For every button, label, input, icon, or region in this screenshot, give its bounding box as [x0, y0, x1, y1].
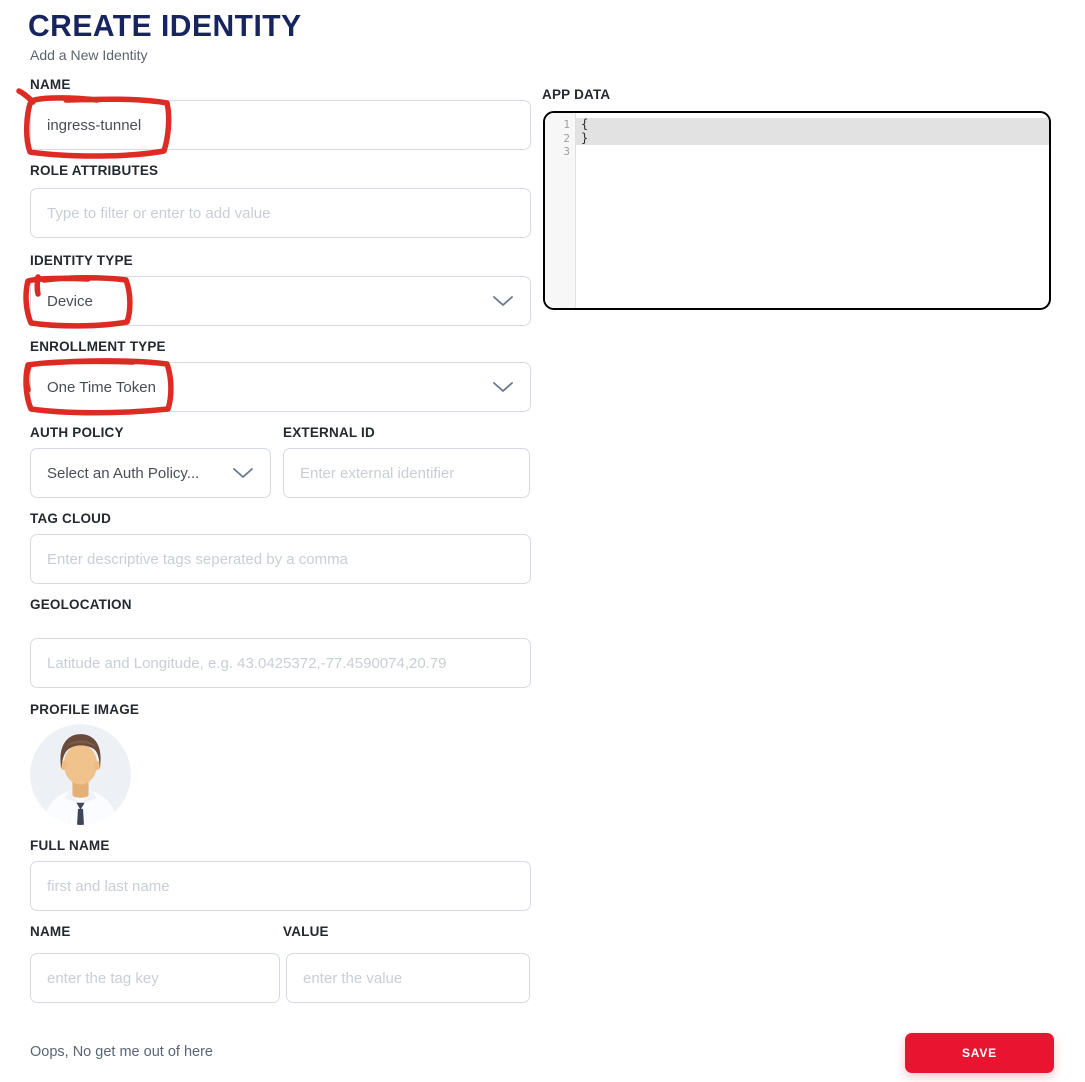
name-input[interactable]	[30, 100, 531, 150]
geolocation-label: GEOLOCATION	[30, 597, 132, 612]
line-number: 3	[563, 145, 570, 158]
editor-line-numbers	[545, 113, 576, 308]
person-avatar-icon	[30, 724, 131, 825]
tag-name-label: NAME	[30, 924, 71, 939]
code-line: }	[576, 132, 1049, 146]
enrollment-type-label: ENROLLMENT TYPE	[30, 339, 166, 354]
chevron-down-icon	[492, 295, 514, 307]
auth-policy-select[interactable]	[30, 448, 271, 498]
line-number: 1	[563, 118, 570, 131]
save-button[interactable]: SAVE	[905, 1033, 1054, 1073]
code-line: {	[576, 118, 1049, 132]
line-number: 2	[563, 131, 570, 145]
role-attributes-input[interactable]	[30, 188, 531, 238]
full-name-label: FULL NAME	[30, 838, 110, 853]
enrollment-type-select[interactable]	[30, 362, 531, 412]
profile-image-label: PROFILE IMAGE	[30, 702, 140, 717]
app-data-editor[interactable]	[543, 111, 1051, 310]
full-name-input[interactable]	[30, 861, 531, 911]
chevron-down-icon	[492, 381, 514, 393]
tag-cloud-input[interactable]	[30, 534, 531, 584]
auth-policy-value: Select an Auth Policy...	[47, 464, 200, 482]
identity-type-label: IDENTITY TYPE	[30, 253, 133, 268]
code-line	[576, 145, 1049, 159]
profile-image-avatar[interactable]	[30, 724, 131, 825]
tag-value-label: VALUE	[283, 924, 329, 939]
chevron-down-icon	[232, 467, 254, 479]
identity-type-value: Device	[47, 292, 93, 310]
tag-name-input[interactable]	[30, 953, 280, 1003]
external-id-input[interactable]	[283, 448, 530, 498]
geolocation-input[interactable]	[30, 638, 531, 688]
app-data-label: APP DATA	[542, 87, 611, 102]
cancel-link[interactable]: Oops, No get me out of here	[30, 1044, 213, 1060]
page-title: CREATE IDENTITY	[28, 9, 302, 44]
tag-cloud-label: TAG CLOUD	[30, 511, 112, 526]
tag-value-input[interactable]	[286, 953, 530, 1003]
enrollment-type-value: One Time Token	[47, 378, 156, 396]
page-subtitle: Add a New Identity	[30, 47, 148, 63]
name-label: NAME	[30, 77, 71, 92]
external-id-label: EXTERNAL ID	[283, 425, 375, 440]
identity-type-select[interactable]	[30, 276, 531, 326]
editor-code-area[interactable]	[576, 113, 1049, 308]
auth-policy-label: AUTH POLICY	[30, 425, 124, 440]
role-attributes-label: ROLE ATTRIBUTES	[30, 163, 159, 178]
